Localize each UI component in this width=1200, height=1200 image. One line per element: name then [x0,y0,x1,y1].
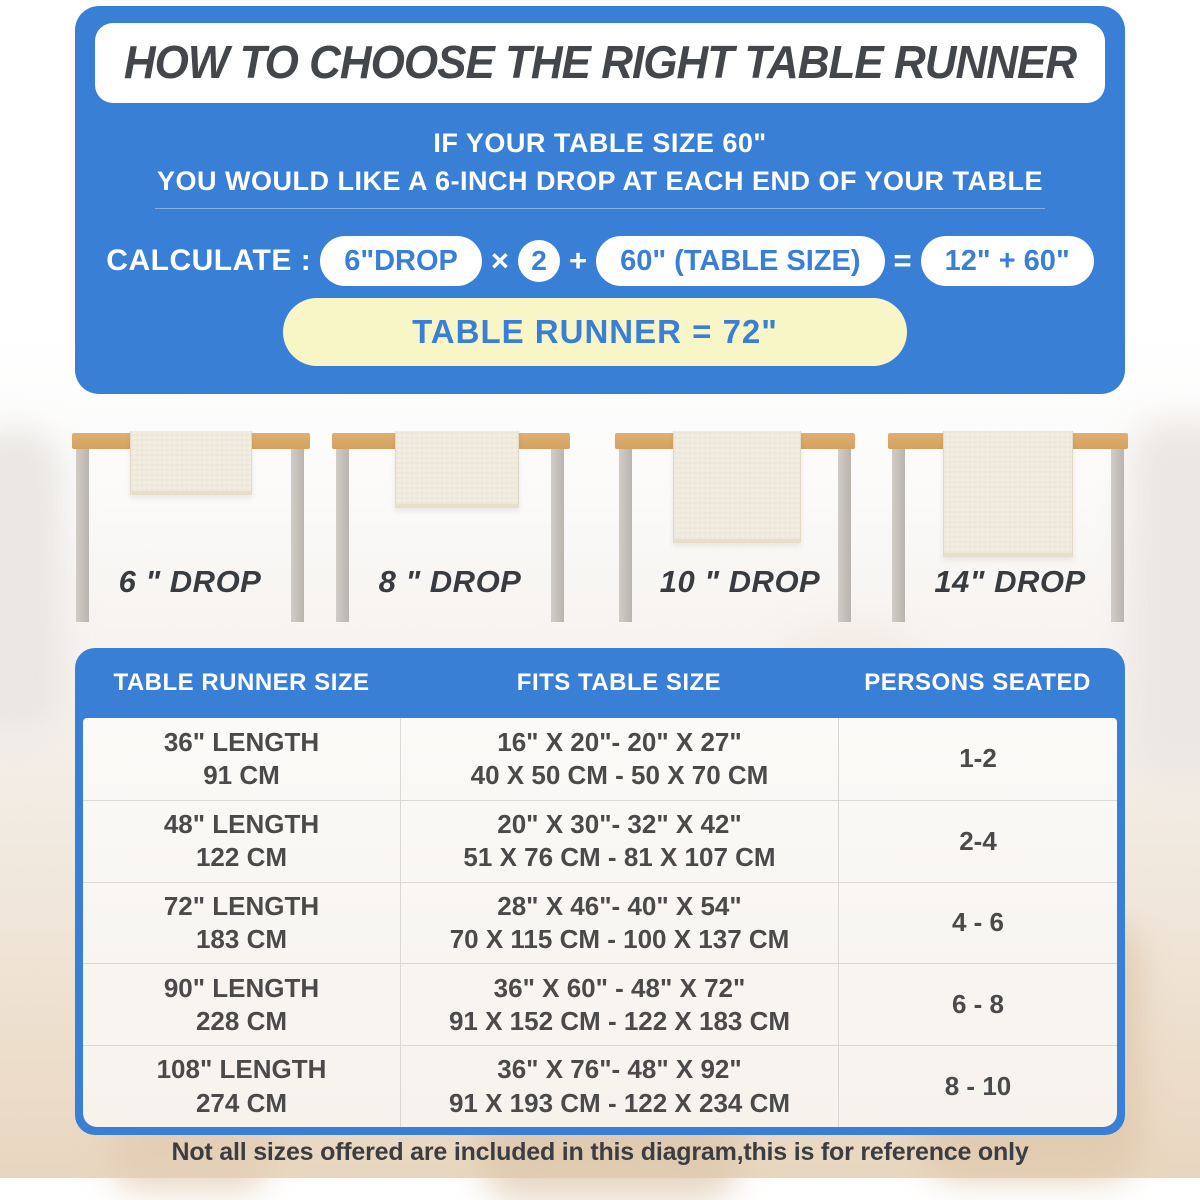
runner-drop-14in [943,431,1073,557]
persons-seated: 4 - 6 [951,907,1005,938]
runner-size-cm: 274 CM [195,1087,288,1118]
table-leg [76,449,89,622]
drop-label-10: 10 " DROP [659,564,821,599]
fits-size-cm: 70 X 115 CM - 100 X 137 CM [449,923,790,954]
fits-size-cm: 91 X 152 CM - 122 X 183 CM [448,1005,791,1036]
column-header-fits-size: FITS TABLE SIZE [516,669,722,696]
runner-size-inches: 72" LENGTH [163,890,320,921]
size-chart-header [83,648,1117,718]
equals-sign: = [893,243,912,278]
instructions-panel [75,6,1125,394]
drop-label-6: 6 " DROP [118,564,262,599]
table-cell-runner-size [83,963,400,1045]
title-banner [95,23,1105,103]
runner-drop-6in [130,431,252,495]
fits-size-inches: 36" X 60" - 48" X 72" [493,972,746,1003]
fits-size-inches: 28" X 46"- 40" X 54" [497,890,742,921]
runner-size-inches: 48" LENGTH [163,808,320,839]
table-cell-fits-size [400,800,838,882]
table-cell-persons [838,882,1117,964]
table-leg [336,449,349,622]
table-cell-runner-size [83,718,400,800]
table-cell-persons [838,963,1117,1045]
fits-size-cm: 40 X 50 CM - 50 X 70 CM [470,759,769,790]
disclaimer-note: Not all sizes offered are included in this diagram,this is for reference only [171,1138,1029,1166]
table-cell-runner-size [83,800,400,882]
table-leg [551,449,564,622]
persons-seated: 2-4 [959,825,997,856]
fits-size-inches: 20" X 30"- 32" X 42" [497,808,742,839]
runner-size-cm: 183 CM [195,923,288,954]
fits-size-inches: 36" X 76"- 48" X 92" [497,1054,742,1085]
table-cell-runner-size [83,1045,400,1127]
table-cell-persons [838,1045,1117,1127]
table-cell-fits-size [400,882,838,964]
sum-pill: 12" + 60" [921,236,1094,286]
drop-label-14: 14" DROP [934,564,1086,599]
fits-size-inches: 16" X 20"- 20" X 27" [497,726,742,757]
page-title: HOW TO CHOOSE THE RIGHT TABLE RUNNER [123,36,1077,89]
subtitle-line-1: IF YOUR TABLE SIZE 60" [433,128,767,158]
fits-size-cm: 91 X 193 CM - 122 X 234 CM [448,1087,791,1118]
persons-seated: 8 - 10 [944,1070,1012,1101]
runner-size-inches: 108" LENGTH [156,1054,327,1085]
divider-line [155,208,1045,209]
runner-size-inches: 36" LENGTH [163,726,320,757]
runner-size-cm: 228 CM [195,1005,288,1036]
table-cell-runner-size [83,882,400,964]
result-text: TABLE RUNNER = 72" [412,313,778,350]
table-leg [291,449,304,622]
table-cell-persons [838,718,1117,800]
persons-seated: 6 - 8 [951,989,1005,1020]
runner-drop-10in [673,431,801,543]
result-banner [283,298,907,366]
column-header-runner-size: TABLE RUNNER SIZE [113,669,370,696]
size-chart-panel [75,648,1125,1135]
table-cell-persons [838,800,1117,882]
subtitle-line-2: YOU WOULD LIKE A 6-INCH DROP AT EACH END OF YOUR TABLE [156,166,1044,196]
size-chart-body [83,718,1117,1127]
drop-label-8: 8 " DROP [378,564,522,599]
calculate-label: CALCULATE : [106,244,312,277]
multiply-sign: × [490,243,509,278]
fits-size-cm: 51 X 76 CM - 81 X 107 CM [463,842,776,873]
runner-size-cm: 91 CM [203,759,280,790]
runner-size-inches: 90" LENGTH [163,972,320,1003]
multiplier-badge: 2 [518,240,560,282]
runner-size-cm: 122 CM [195,842,288,873]
persons-seated: 1-2 [959,743,997,774]
table-cell-fits-size [400,1045,838,1127]
column-header-persons: PERSONS SEATED [864,669,1091,696]
table-cell-fits-size [400,718,838,800]
drop-value-pill: 6"DROP [320,236,482,286]
runner-drop-8in [395,431,519,508]
plus-sign: + [569,243,588,278]
calculation-row [75,236,1125,286]
table-cell-fits-size [400,963,838,1045]
table-size-pill: 60" (TABLE SIZE) [596,236,884,286]
